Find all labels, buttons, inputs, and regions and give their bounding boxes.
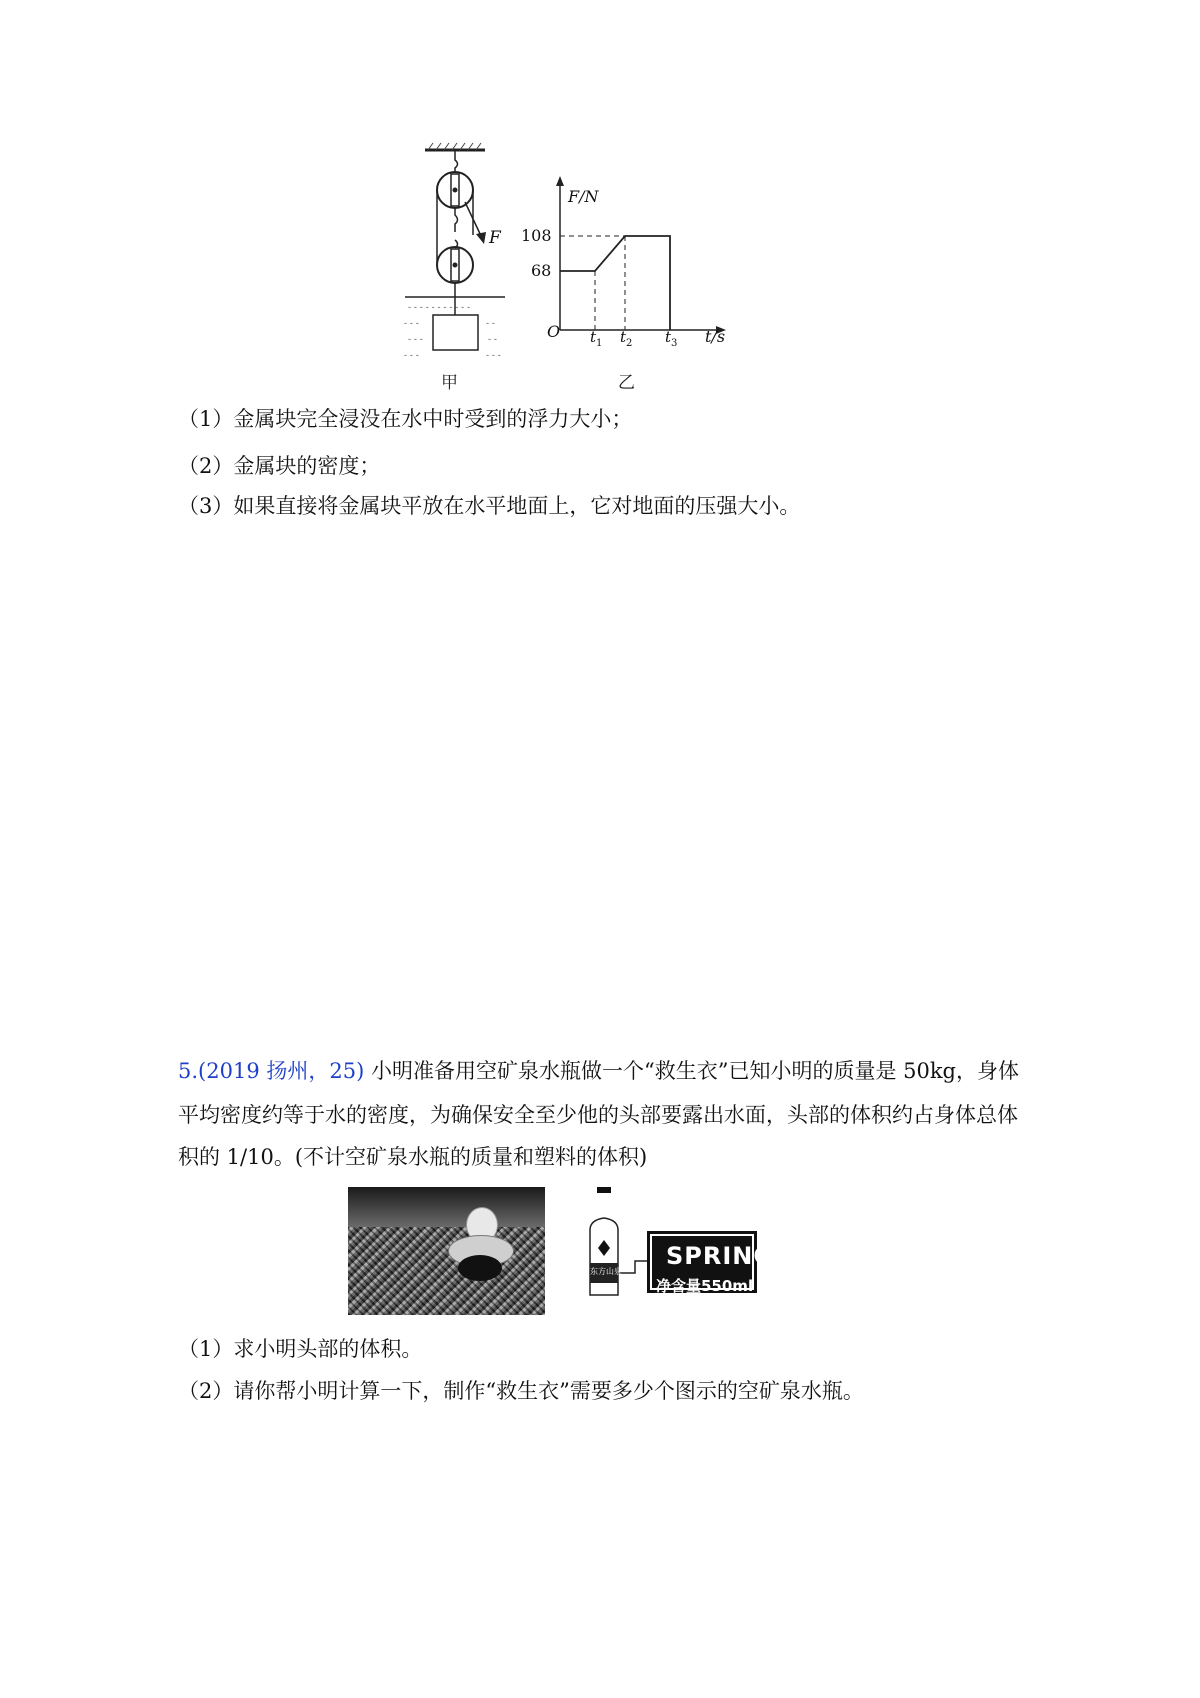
- svg-text:- -: - -: [488, 335, 497, 345]
- q4-part-1: （1）金属块完全浸没在水中时受到的浮力大小；: [178, 407, 633, 431]
- pulley-diagram: [400, 140, 540, 390]
- graph-caption: 乙: [618, 373, 635, 393]
- y-tick-108: 108: [521, 226, 552, 245]
- q4-part-3: （3）如果直接将金属块平放在水平地面上，它对地面的压强大小。: [178, 494, 801, 518]
- svg-text:- - -: - - -: [404, 319, 419, 329]
- q5-part-2: （2）请你帮小明计算一下，制作“救生衣”需要多少个图示的空矿泉水瓶。: [178, 1379, 864, 1403]
- bottle-small-label: 东方山泉: [590, 1267, 622, 1276]
- q5-number: 5.: [178, 1059, 199, 1083]
- x-axis-label: t/s: [705, 327, 726, 346]
- x-tick-t2: $t_2$: [620, 328, 633, 349]
- svg-text:- - -: - - -: [408, 335, 423, 345]
- bottle-volume: 净含量550ml: [656, 1277, 754, 1295]
- y-axis-label: F/N: [568, 187, 599, 206]
- q5-line-1: [178, 1057, 1028, 1085]
- origin-label: O: [547, 322, 561, 341]
- q5-source: (2019 扬州，25): [198, 1059, 365, 1083]
- x-tick-t3: $t_3$: [665, 328, 678, 349]
- svg-text:- - -: - - -: [404, 351, 419, 361]
- pulley-caption: 甲: [441, 373, 458, 393]
- x-tick-t1: $t_1$: [590, 328, 603, 349]
- force-series-line: [560, 236, 670, 330]
- q5-line-3: 积的 1/10。(不计空矿泉水瓶的质量和塑料的体积): [178, 1145, 648, 1169]
- q5-part-1: （1）求小明头部的体积。: [178, 1337, 423, 1361]
- q4-part-2: （2）金属块的密度；: [178, 454, 381, 478]
- svg-text:- - - - - - - - - - -: - - - - - - - - - - -: [408, 303, 471, 313]
- force-label: F: [489, 228, 501, 248]
- svg-text:- - -: - - -: [486, 351, 501, 361]
- q5-text-1: 小明准备用空矿泉水瓶做一个“救生衣”已知小明的质量是 50kg，身体: [370, 1059, 1020, 1083]
- y-tick-68: 68: [531, 261, 552, 280]
- swimmer-photo: [348, 1187, 545, 1315]
- q5-line-2: 平均密度约等于水的密度，为确保安全至少他的头部要露出水面，头部的体积约占身体总体: [178, 1103, 1018, 1127]
- bottle-brand: SPRING: [666, 1242, 775, 1270]
- svg-text:- -: - -: [486, 319, 495, 329]
